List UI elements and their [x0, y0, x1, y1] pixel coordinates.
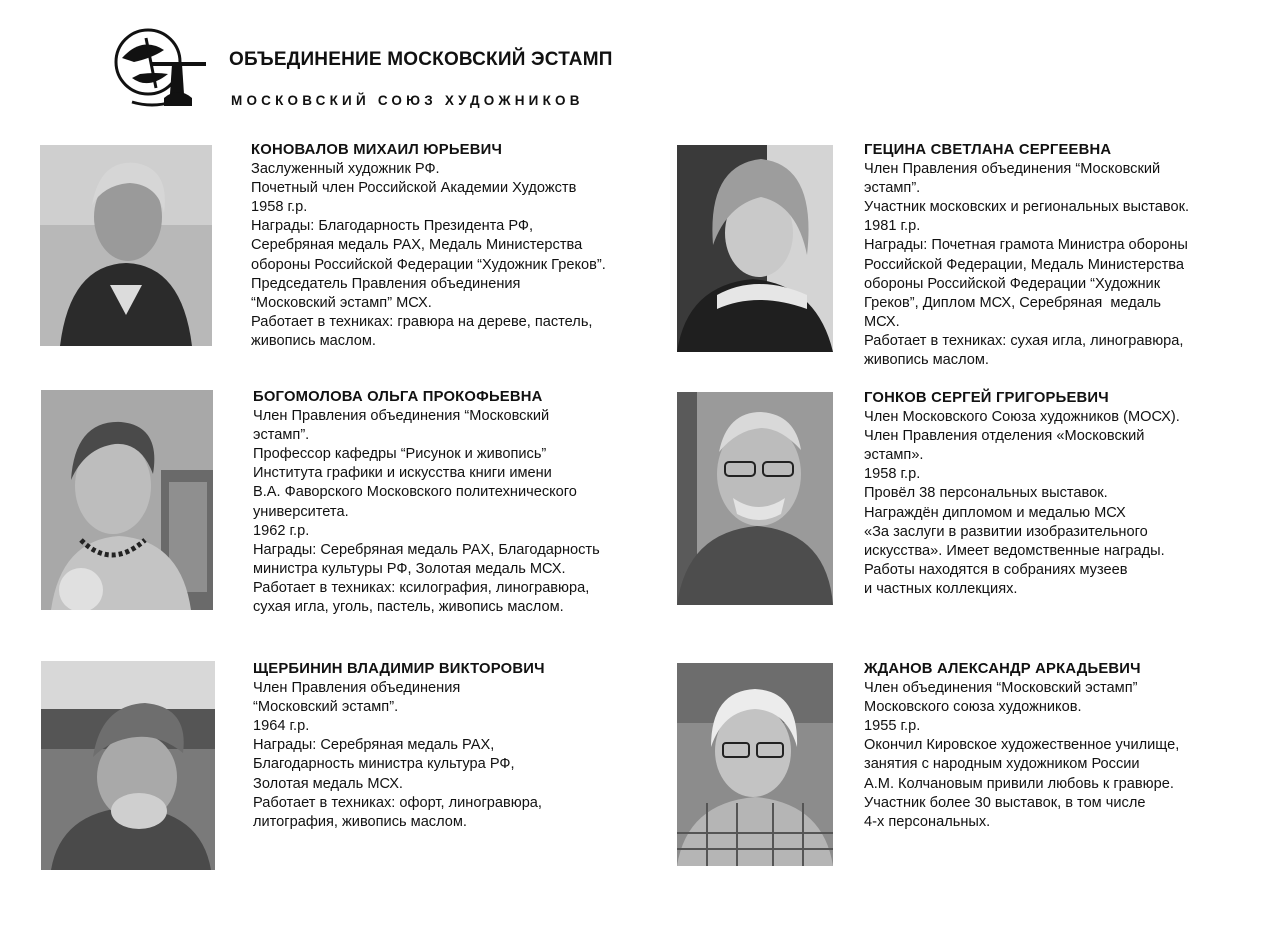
bio-line: “Московский эстамп”. [253, 699, 399, 716]
bio-line: Заслуженный художник РФ. [251, 161, 440, 178]
bio-line: Награды: Серебряная медаль РАХ, Благодарность [253, 541, 600, 558]
bio-line: «За заслуги в развитии изобразительного [864, 523, 1148, 540]
bio-line: Работает в техниках: офорт, линогравюра, [253, 794, 542, 811]
artist-photo [677, 392, 833, 605]
artist-name: ГОНКОВ СЕРГЕЙ ГРИГОРЬЕВИЧ [864, 390, 1109, 406]
bio-line: Член Правления отделения «Московский [864, 428, 1145, 445]
bio-line: Работы находятся в собраниях музеев [864, 561, 1128, 578]
artist-bio [253, 388, 600, 617]
bio-line: 1955 г.р. [864, 718, 921, 735]
artist-photo [677, 145, 833, 352]
bio-line: сухая игла, уголь, пастель, живопись маслом. [253, 599, 564, 616]
artist-photo [41, 661, 215, 870]
bio-line: Член объединения “Московский эстамп” [864, 680, 1138, 697]
bio-line: эстамп”. [253, 427, 310, 444]
bio-line: Награждён дипломом и медалью МСХ [864, 504, 1126, 521]
bio-line: живопись маслом. [864, 352, 989, 369]
bio-line: 1958 г.р. [864, 466, 921, 483]
bio-line: университета. [253, 503, 349, 520]
bio-line: А.М. Колчановым привили любовь к гравюре. [864, 775, 1174, 792]
bio-line: эстамп». [864, 447, 924, 464]
bio-line: живопись маслом. [251, 332, 376, 349]
artist-name: ЖДАНОВ АЛЕКСАНДР АРКАДЬЕВИЧ [864, 661, 1141, 677]
bio-line: искусства». Имеет ведомственные награды. [864, 542, 1165, 559]
bio-line: Золотая медаль МСХ. [253, 775, 403, 792]
bio-line: эстамп”. [864, 180, 921, 197]
bio-line: 1958 г.р. [251, 199, 308, 216]
bio-line: Провёл 38 персональных выставок. [864, 485, 1108, 502]
bio-line: 1962 г.р. [253, 522, 310, 539]
bio-line: Член Правления объединения “Московский [864, 161, 1161, 178]
bio-line: Греков”, Диплом МСХ, Серебряная медаль [864, 294, 1161, 311]
artist-photo [41, 390, 213, 610]
bio-line: Московского союза художников. [864, 699, 1082, 716]
artist-bio [864, 141, 1189, 370]
bio-line: и частных коллекциях. [864, 580, 1018, 597]
bio-line: Награды: Почетная грамота Министра обороны [864, 237, 1188, 254]
bio-line: Российской Федерации, Медаль Министерства [864, 256, 1184, 273]
bio-line: Награды: Благодарность Президента РФ, [251, 218, 534, 235]
artist-name: ГЕЦИНА СВЕТЛАНА СЕРГЕЕВНА [864, 142, 1112, 158]
bio-line: 4-х персональных. [864, 813, 991, 830]
bio-line: Член Московского Союза художников (МОСХ). [864, 409, 1180, 426]
bio-line: Работает в техниках: сухая игла, линогравюра, [864, 332, 1184, 349]
bio-line: Участник более 30 выставок, в том числе [864, 794, 1146, 811]
bio-line: 1964 г.р. [253, 718, 310, 735]
org-title: ОБЪЕДИНЕНИЕ МОСКОВСКИЙ ЭСТАМП [229, 49, 613, 70]
bio-line: Профессор кафедры “Рисунок и живопись” [253, 446, 547, 463]
bio-line: Член Правления объединения [253, 680, 461, 697]
bio-line: обороны Российской Федерации “Художник Греков”. [251, 256, 606, 273]
bio-line: Председатель Правления объединения [251, 275, 521, 292]
bio-line: Работает в техниках: ксилография, линогравюра, [253, 579, 590, 596]
bio-line: Института графики и искусства книги имени [253, 465, 552, 482]
artist-photo [677, 663, 833, 866]
bio-line: Работает в техниках: гравюра на дереве, пастель, [251, 313, 593, 330]
bio-line: министра культуры РФ, Золотая медаль МСХ. [253, 560, 566, 577]
bio-line: Участник московских и региональных выставок. [864, 199, 1190, 216]
bio-line: В.А. Фаворского Московского политехнического [253, 484, 577, 501]
org-subtitle: МОСКОВСКИЙ СОЮЗ ХУДОЖНИКОВ [231, 93, 584, 108]
artist-name: ЩЕРБИНИН ВЛАДИМИР ВИКТОРОВИЧ [253, 661, 545, 677]
bio-line: Почетный член Российской Академии Художств [251, 180, 577, 197]
artist-bio [864, 389, 1180, 599]
bio-line: обороны Российской Федерации “Художник [864, 275, 1161, 292]
bio-line: Награды: Серебряная медаль РАХ, [253, 737, 495, 754]
artist-photo [40, 145, 212, 346]
artist-bio [253, 660, 545, 832]
bio-line: занятия с народным художником России [864, 756, 1140, 773]
artist-name: БОГОМОЛОВА ОЛЬГА ПРОКОФЬЕВНА [253, 389, 543, 405]
artist-bio [864, 660, 1179, 832]
artist-bio [251, 141, 606, 351]
artist-name: КОНОВАЛОВ МИХАИЛ ЮРЬЕВИЧ [251, 142, 503, 158]
bio-line: МСХ. [864, 313, 900, 330]
bio-line: Серебряная медаль РАХ, Медаль Министерства [251, 237, 583, 254]
bio-line: 1981 г.р. [864, 218, 921, 235]
bio-line: литография, живопись маслом. [253, 813, 467, 830]
bio-line: “Московский эстамп” МСХ. [251, 294, 432, 311]
bio-line: Член Правления объединения “Московский [253, 408, 550, 425]
bio-line: Благодарность министра культура РФ, [253, 756, 515, 773]
printing-press-emblem-icon [112, 28, 208, 110]
bio-line: Окончил Кировское художественное училище, [864, 737, 1180, 754]
